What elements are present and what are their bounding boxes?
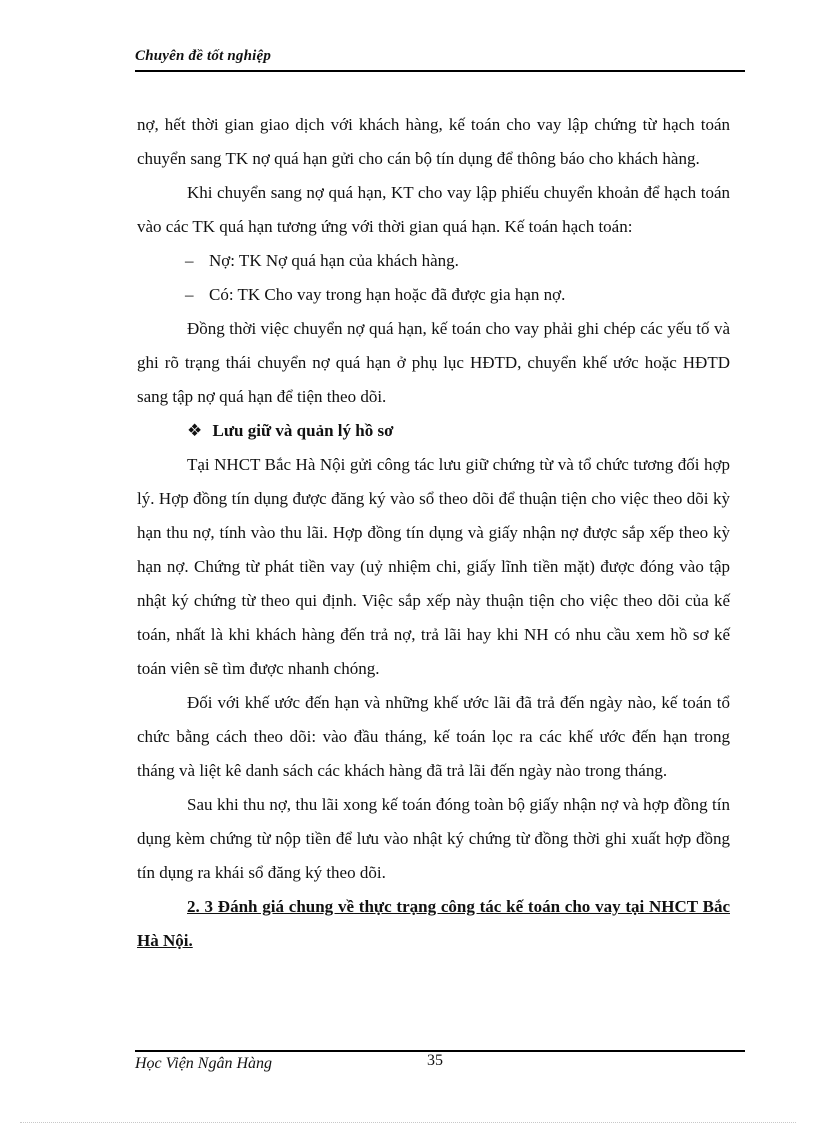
paragraph-due-contracts: Đối với khế ước đến hạn và những khế ước lãi đã trả đến ngày nào, kế toán tổ chức bằng cách theo dõi: vào đầu tháng, kế toán lọc ra các khế ước đến hạn trong tháng và liệt kê danh sách các khách hàng đã trả lãi đến ngày nào trong tháng. — [137, 693, 730, 780]
page-header — [135, 48, 745, 65]
diamond-bullet-icon: ❖ — [187, 421, 203, 440]
page-body — [137, 108, 730, 958]
paragraph-overdue-transfer: Khi chuyển sang nợ quá hạn, KT cho vay lập phiếu chuyển khoản để hạch toán vào các TK quá hạn tương ứng với thời gian quá hạn. Kế toán hạch toán: — [137, 183, 730, 236]
subheading-records — [137, 414, 730, 448]
footer-institution: Học Viện Ngân Hàng — [135, 1055, 273, 1072]
dash-icon: – — [185, 285, 194, 304]
entry-credit-text: Có: TK Cho vay trong hạn hoặc đã được gia hạn nợ. — [209, 285, 566, 304]
section-heading: 2. 3 Đánh giá chung về thực trạng công tác kế toán cho vay tại NHCT Bắc Hà Nội. — [137, 897, 730, 950]
header-title: Chuyên đề tốt nghiệp — [135, 48, 272, 64]
entry-debit-text: Nợ: TK Nợ quá hạn của khách hàng. — [209, 251, 459, 270]
header-rule — [135, 70, 745, 72]
page-number: 35 — [427, 1052, 443, 1069]
paragraph-storage: Tại NHCT Bắc Hà Nội gửi công tác lưu giữ chứng từ và tổ chức tương đối hợp lý. Hợp đồng tín dụng được đăng ký vào sổ theo dõi để thuận tiện cho việc theo dõi kỳ hạn thu nợ, tính vào thu lãi. Hợp đồng tín dụng và giấy nhận nợ được sắp xếp theo kỳ hạn nợ. Chứng từ phát tiền vay (uỷ nhiệm chi, giấy lĩnh tiền mặt) được đóng vào tập nhật ký chứng từ theo qui định. Việc sắp xếp này thuận tiện cho việc theo dõi của kế toán, nhất là khi khách hàng đến trả nợ, trả lãi hay khi NH có nhu cầu xem hồ sơ kế toán viên sẽ tìm được nhanh chóng. — [137, 455, 730, 678]
entry-debit — [137, 244, 730, 278]
paragraph-continuation: nợ, hết thời gian giao dịch với khách hàng, kế toán cho vay lập chứng từ hạch toán chuyển sang TK nợ quá hạn gửi cho cán bộ tín dụng để thông báo cho khách hàng. — [137, 115, 730, 168]
paragraph-after-collection: Sau khi thu nợ, thu lãi xong kế toán đóng toàn bộ giấy nhận nợ và hợp đồng tín dụng kèm chứng từ nộp tiền để lưu vào nhật ký chứng từ đồng thời ghi xuất hợp đồng tín dụng ra khái sổ đăng ký theo dõi. — [137, 795, 730, 882]
paragraph-simultaneous: Đồng thời việc chuyển nợ quá hạn, kế toán cho vay phải ghi chép các yếu tố và ghi rõ trạng thái chuyển nợ quá hạn ở phụ lục HĐTD, chuyển khế ước hoặc HĐTD sang tập nợ quá hạn để tiện theo dõi. — [137, 319, 730, 406]
dash-icon: – — [185, 251, 194, 270]
entry-credit — [137, 278, 730, 312]
subheading-records-text: Lưu giữ và quản lý hồ sơ — [212, 421, 394, 440]
